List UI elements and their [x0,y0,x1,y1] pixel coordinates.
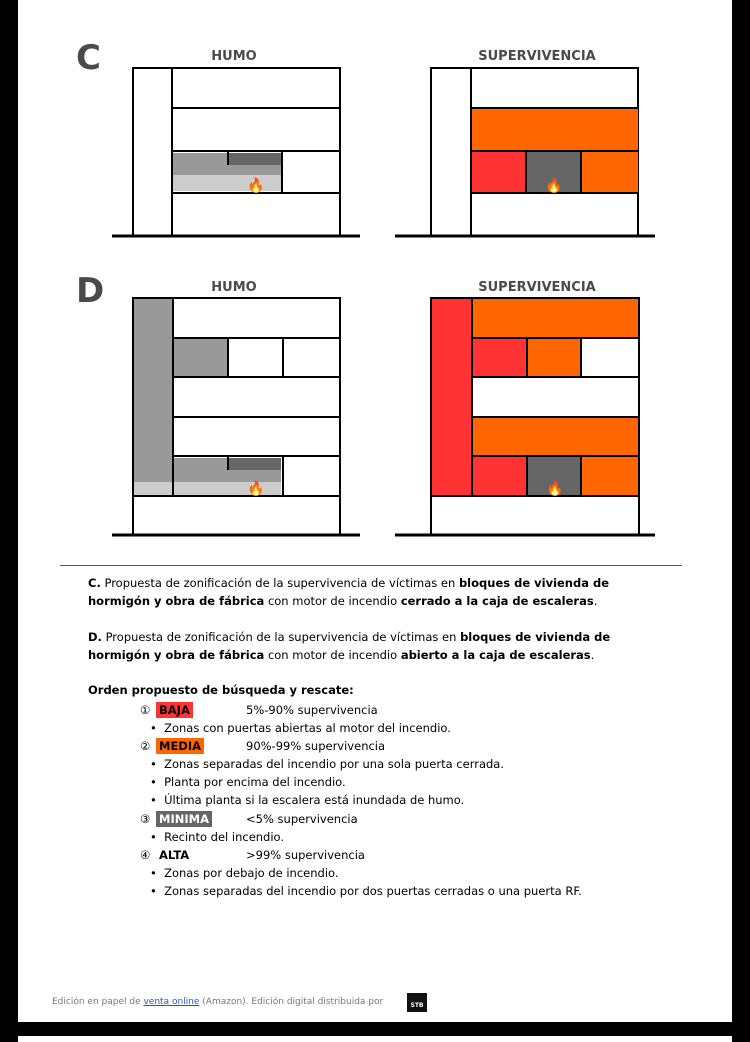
section-letter-d: D [76,271,105,311]
stb-logo: STB [407,993,427,1012]
fire-icon: 🔥 [247,178,265,194]
rescue-order-title: Orden propuesto de búsqueda y rescate: [88,683,354,697]
badge-media: MEDIA [156,738,204,754]
badge-minima: MINIMA [156,811,212,827]
sales-link[interactable]: venta online [143,997,200,1007]
fire-icon: 🔥 [545,178,563,194]
list-item: • Zonas separadas del incendio por dos puertas cerradas o una puerta RF. [150,884,582,898]
badge-alta: ALTA [159,848,190,862]
badge-baja: BAJA [156,702,193,718]
caption-c: C. Propuesta de zonificación de la supervivencia de víctimas en bloques de vivienda de hormigón y obra de fábrica con motor de incendio cerrado a la caja de escaleras. [88,576,610,608]
list-item: • Zonas separadas del incendio por una sola puerta cerrada. [150,757,504,771]
level-baja: ① BAJA 5%-90% supervivencia [140,703,378,717]
footer-text: Edición en papel de venta online (Amazon). Edición digital distribuida por [52,997,384,1007]
section-letter-c: C [76,38,101,78]
level-minima: ③ MINIMA <5% supervivencia [140,812,358,826]
diagram-title-c-survival: SUPERVIVENCIA [478,49,596,64]
divider [60,565,682,566]
diagram-title-c-smoke: HUMO [211,49,257,64]
caption-d: D. Propuesta de zonificación de la supervivencia de víctimas en bloques de vivienda de hormigón y obra de fábrica con motor de incendio abierto a la caja de escaleras. [88,630,611,662]
level-alta: ④ ALTA >99% supervivencia [140,848,365,862]
list-item: • Última planta si la escalera está inundada de humo. [150,793,465,807]
level-media: ② MEDIA 90%-99% supervivencia [140,739,386,753]
fire-icon: 🔥 [546,481,564,497]
list-item: • Recinto del incendio. [150,830,285,844]
list-item: • Zonas por debajo de incendio. [150,866,339,880]
diagram-title-d-smoke: HUMO [211,280,257,295]
list-item: • Zonas con puertas abiertas al motor del incendio. [150,721,451,735]
list-item: • Planta por encima del incendio. [150,775,346,789]
diagram-title-d-survival: SUPERVIVENCIA [478,280,596,295]
fire-icon: 🔥 [247,481,265,497]
